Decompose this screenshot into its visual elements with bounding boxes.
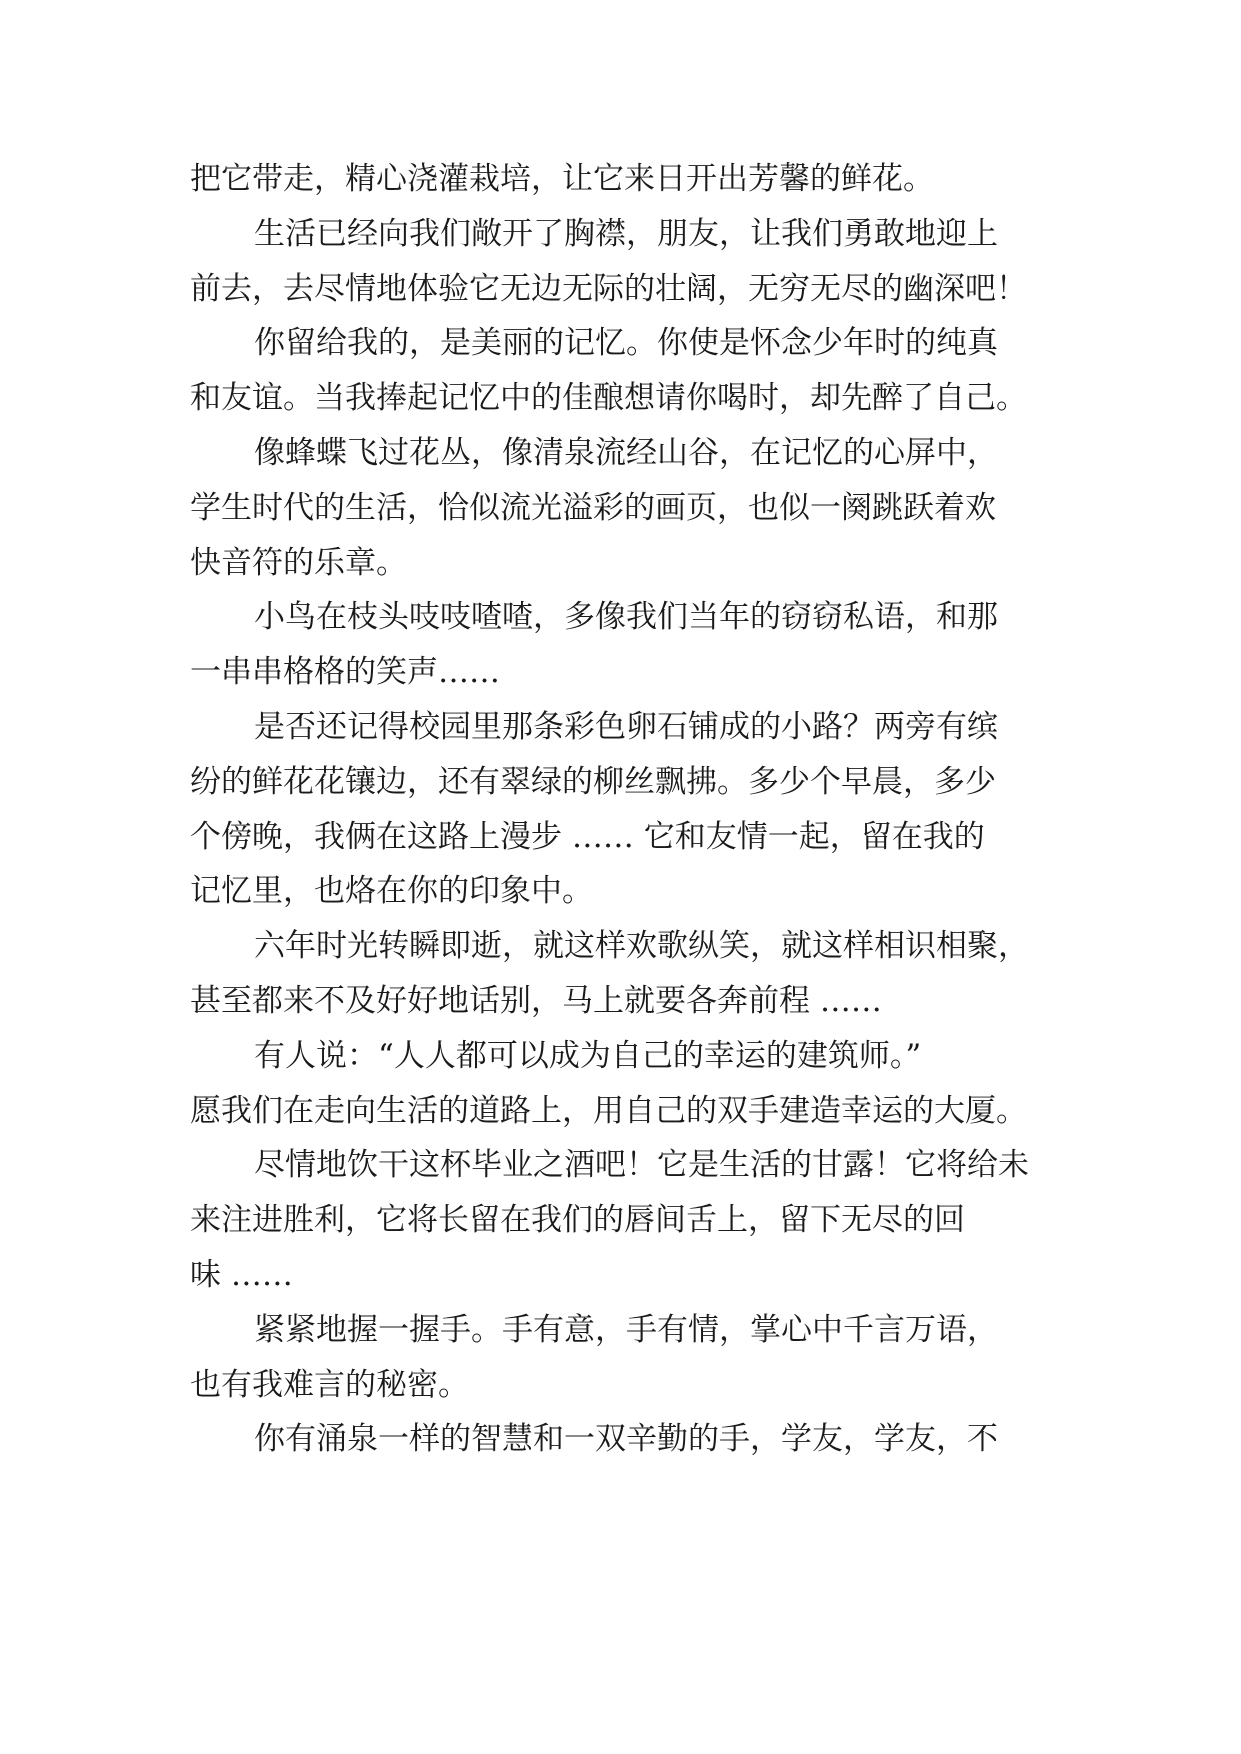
- text-line: 小鸟在枝头吱吱喳喳，多像我们当年的窃窃私语，和那: [254, 599, 998, 636]
- text-line: 你有涌泉一样的智慧和一双辛勤的手，学友，学友，不: [254, 1421, 998, 1458]
- text-line: 来注进胜利，它将长留在我们的唇间舌上，留下无尽的回: [190, 1202, 965, 1239]
- text-line: 生活已经向我们敞开了胸襟，朋友，让我们勇敢地迎上: [254, 215, 998, 252]
- text-line: 和友谊。当我捧起记忆中的佳酿想请你喝时，却先醉了自己。: [190, 380, 1027, 417]
- text-line: 是否还记得校园里那条彩色卵石铺成的小路？两旁有缤: [254, 708, 998, 745]
- text-line: 你留给我的，是美丽的记忆。你使是怀念少年时的纯真: [254, 325, 998, 362]
- text-line: 把它带走，精心浇灌栽培，让它来日开出芳馨的鲜花。: [190, 161, 934, 197]
- text-line: 有人说：“人人都可以成为自己的幸运的建筑师。”: [254, 1037, 922, 1074]
- text-line: 像蜂蝶飞过花丛，像清泉流经山谷，在记忆的心屏中，: [254, 434, 998, 471]
- text-line: 纷的鲜花花镶边，还有翠绿的柳丝飘拂。多少个早晨，多少: [190, 763, 996, 800]
- text-line: 甚至都来不及好好地话别，马上就要各奔前程 ……: [190, 982, 882, 1019]
- text-line: 记忆里，也烙在你的印象中。: [190, 873, 593, 910]
- text-line: 个傍晚，我俩在这路上漫步 …… 它和友情一起，留在我的: [190, 818, 985, 855]
- text-line: 味 ……: [190, 1256, 293, 1293]
- text-line: 前去，去尽情地体验它无边无际的壮阔，无穷无尽的幽深吧！: [190, 270, 1027, 307]
- text-line: 学生时代的生活，恰似流光溢彩的画页，也似一阕跳跃着欢: [190, 489, 996, 526]
- text-line: 也有我难言的秘密。: [190, 1366, 469, 1403]
- text-line: 愿我们在走向生活的道路上，用自己的双手建造幸运的大厦。: [190, 1092, 1027, 1129]
- text-line: 六年时光转瞬即逝，就这样欢歌纵笑，就这样相识相聚，: [254, 928, 1029, 965]
- text-line: 尽情地饮干这杯毕业之酒吧！它是生活的甘露！它将给未: [254, 1147, 1029, 1184]
- text-line: 一串串格格的笑声……: [190, 654, 500, 691]
- text-line: 快音符的乐章。: [190, 544, 407, 581]
- text-line: 紧紧地握一握手。手有意，手有情，掌心中千言万语，: [254, 1311, 998, 1348]
- body-text: [190, 152, 1060, 1467]
